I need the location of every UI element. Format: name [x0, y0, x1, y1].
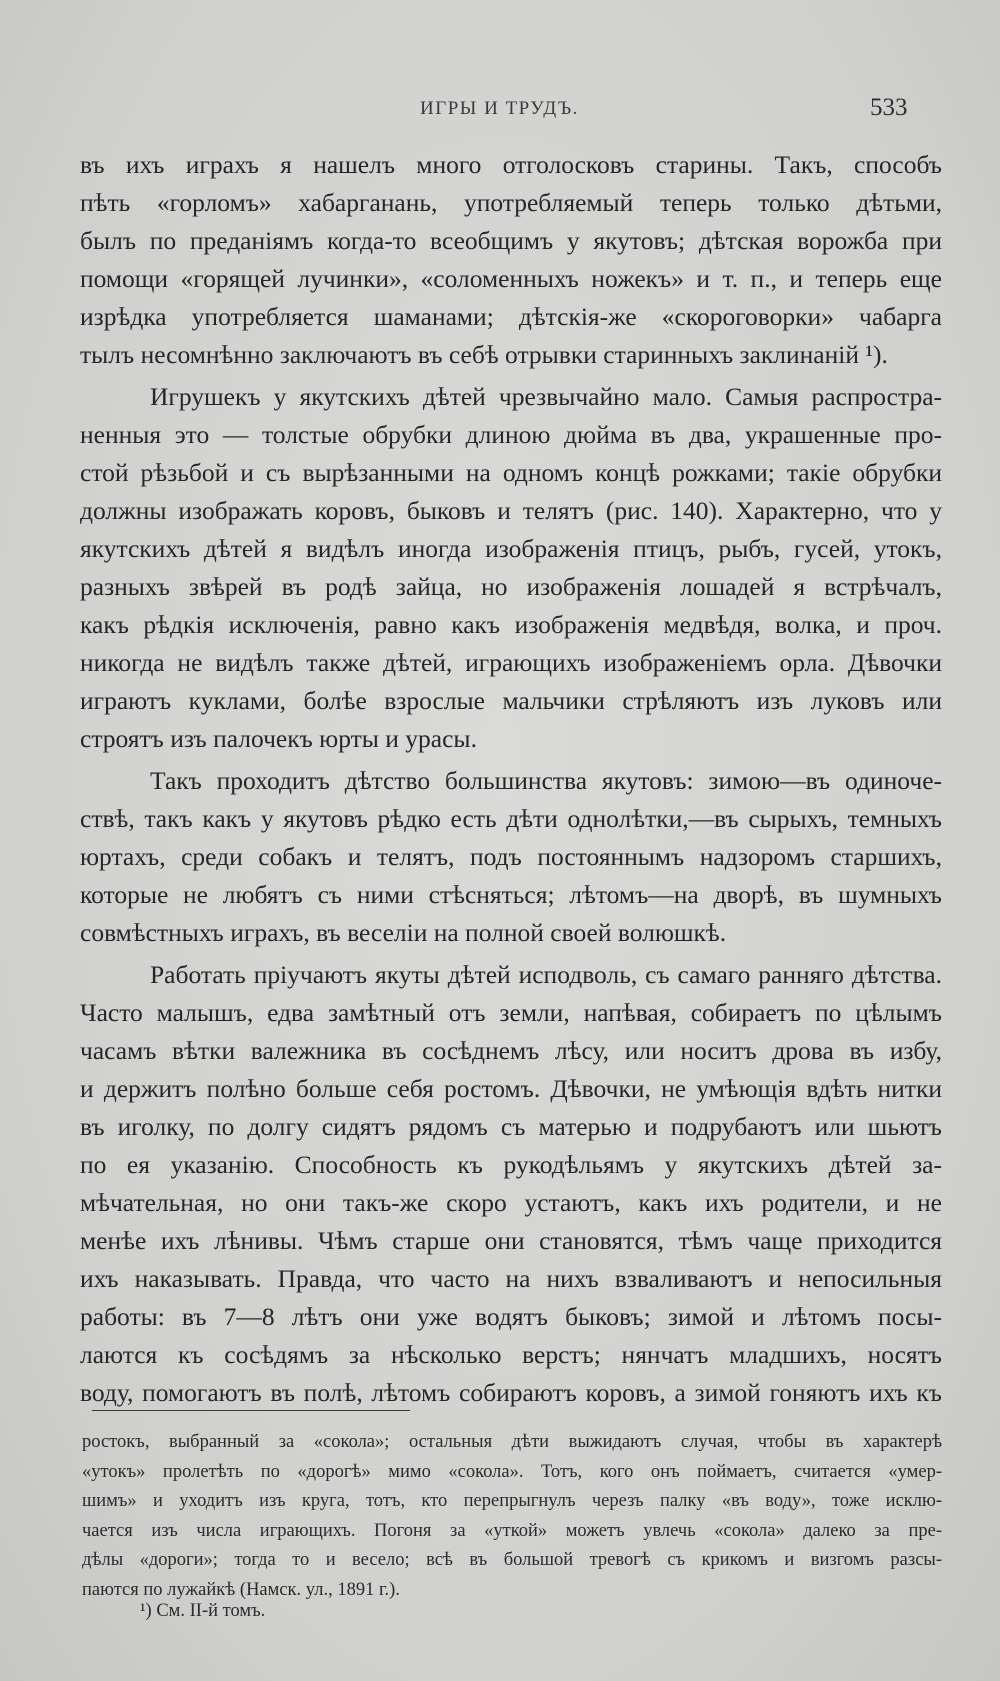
running-title: ИГРЫ И ТРУДЪ. — [420, 98, 579, 119]
text-line: разныхъ звѣрей въ родѣ зайца, но изображенiя лошадей я встрѣчалъ, — [80, 572, 942, 601]
paragraph-4 — [80, 956, 942, 1412]
running-head — [0, 94, 1000, 128]
text-line: строятъ изъ палочекъ юрты и урасы. — [80, 724, 477, 753]
text-line: воду, помогаютъ въ полѣ, лѣтомъ собираютъ коровъ, а зимой гоняютъ ихъ къ — [80, 1378, 942, 1407]
footnote-continuation — [82, 1428, 942, 1605]
text-line: юртахъ, среди собакъ и телятъ, подъ постояннымъ надзоромъ старшихъ, — [80, 842, 942, 871]
text-line: какъ рѣдкiя исключенiя, равно какъ изображенiя медвѣдя, волка, и проч. — [80, 610, 942, 639]
text-line: пѣть «горломъ» хабарганань, употребляемый теперь только дѣтьми, — [80, 188, 942, 217]
text-line: Работать прiучаютъ якуты дѣтей исподволь, съ самаго ранняго дѣтства. — [150, 960, 942, 989]
text-line: Часто малышъ, едва замѣтный отъ земли, напѣвая, собираетъ по цѣлымъ — [80, 998, 942, 1027]
paragraph-1 — [80, 146, 942, 374]
text-line: былъ по преданiямъ когда-то всеобщимъ у якутовъ; дѣтская ворожба при — [80, 226, 942, 255]
footnote-line: паются по лужайкѣ (Намск. ул., 1891 г.). — [82, 1579, 400, 1600]
text-line: работы: въ 7—8 лѣтъ они уже водятъ быковъ; зимой и лѣтомъ посы- — [80, 1302, 942, 1331]
main-text — [80, 146, 942, 1416]
text-line: по ея указанiю. Способность къ рукодѣльямъ у якутскихъ дѣтей за- — [80, 1150, 942, 1179]
text-line: никогда не видѣлъ также дѣтей, играющихъ изображенiемъ орла. Дѣвочки — [80, 648, 942, 677]
text-line: должны изображать коровъ, быковъ и телятъ (рис. 140). Характерно, что у — [80, 496, 942, 525]
text-line: играютъ куклами, болѣе взрослые мальчики стрѣляютъ изъ луковъ или — [80, 686, 942, 715]
paragraph-2 — [80, 378, 942, 758]
text-line: часамъ вѣтки валежника въ сосѣднемъ лѣсу, или носитъ дрова въ избу, — [80, 1036, 942, 1065]
text-line: помощи «горящей лучинки», «соломенныхъ ножекъ» и т. п., и теперь еще — [80, 264, 942, 293]
text-line: въ ихъ играхъ я нашелъ много отголосковъ старины. Такъ, способъ — [80, 150, 942, 179]
footnote-line: «утокъ» пролетѣть по «дорогѣ» мимо «сокола». Тотъ, кого онъ поймаетъ, считается «умер- — [82, 1461, 942, 1482]
footnote-line: шимъ» и уходитъ изъ круга, тотъ, кто перепрыгнулъ черезъ палку «въ воду», тоже исклю- — [82, 1491, 942, 1511]
text-line: ихъ наказывать. Правда, что часто на нихъ взваливаютъ и непосильныя — [80, 1264, 942, 1293]
footnote-reference: ¹) См. II-й томъ. — [140, 1601, 266, 1621]
footnote-line: чается изъ числа играющихъ. Погоня за «уткой» можетъ увлечь «сокола» далеко за пре- — [82, 1520, 942, 1541]
page-number: 533 — [870, 94, 908, 121]
text-line: менѣе ихъ лѣнивы. Чѣмъ старше они становятся, тѣмъ чаще приходится — [80, 1226, 942, 1255]
text-line: ненныя это — толстые обрубки длиною дюйма въ два, украшенные про- — [80, 420, 942, 449]
footnote-line: дѣлы «дороги»; тогда то и весело; всѣ въ большой тревогѣ съ крикомъ и визгомъ разсы- — [82, 1550, 942, 1570]
footnote-line: ростокъ, выбранный за «сокола»; остальныя дѣти выжидаютъ случая, чтобы въ характерѣ — [82, 1432, 942, 1452]
text-line: ствѣ, такъ какъ у якутовъ рѣдко есть дѣти однолѣтки,—въ сырыхъ, темныхъ — [80, 804, 942, 833]
text-line: якутскихъ дѣтей я видѣлъ иногда изображенiя птицъ, рыбъ, гусей, утокъ, — [80, 534, 942, 563]
text-line: Игрушекъ у якутскихъ дѣтей чрезвычайно мало. Самыя распростра- — [150, 382, 942, 411]
text-line: которые не любятъ съ ними стѣсняться; лѣтомъ—на дворѣ, въ шумныхъ — [80, 880, 942, 909]
text-line: мѣчательная, но они такъ-же скоро устаютъ, какъ ихъ родители, и не — [80, 1188, 942, 1217]
text-line: и держитъ полѣно больше себя ростомъ. Дѣвочки, не умѣющiя вдѣть нитки — [80, 1074, 942, 1103]
text-line: изрѣдка употребляется шаманами; дѣтскiя-же «скороговорки» чабарга — [80, 302, 942, 331]
text-line: тылъ несомнѣнно заключаютъ въ себѣ отрывки старинныхъ заклинаній ¹). — [80, 340, 888, 369]
text-line: въ иголку, по долгу сидятъ рядомъ съ матерью и подрубаютъ или шьютъ — [80, 1112, 942, 1141]
footnote-rule — [92, 1410, 410, 1411]
text-line: стой рѣзьбой и съ вырѣзанными на одномъ концѣ рожками; такiе обрубки — [80, 458, 942, 487]
paragraph-3 — [80, 762, 942, 952]
text-line: Такъ проходитъ дѣтство большинства якутовъ: зимою—въ одиноче- — [150, 766, 942, 795]
text-line: лаются къ сосѣдямъ за нѣсколько верстъ; нянчатъ младшихъ, носятъ — [80, 1340, 942, 1369]
text-line: совмѣстныхъ играхъ, въ веселiи на полной своей волюшкѣ. — [80, 918, 727, 947]
